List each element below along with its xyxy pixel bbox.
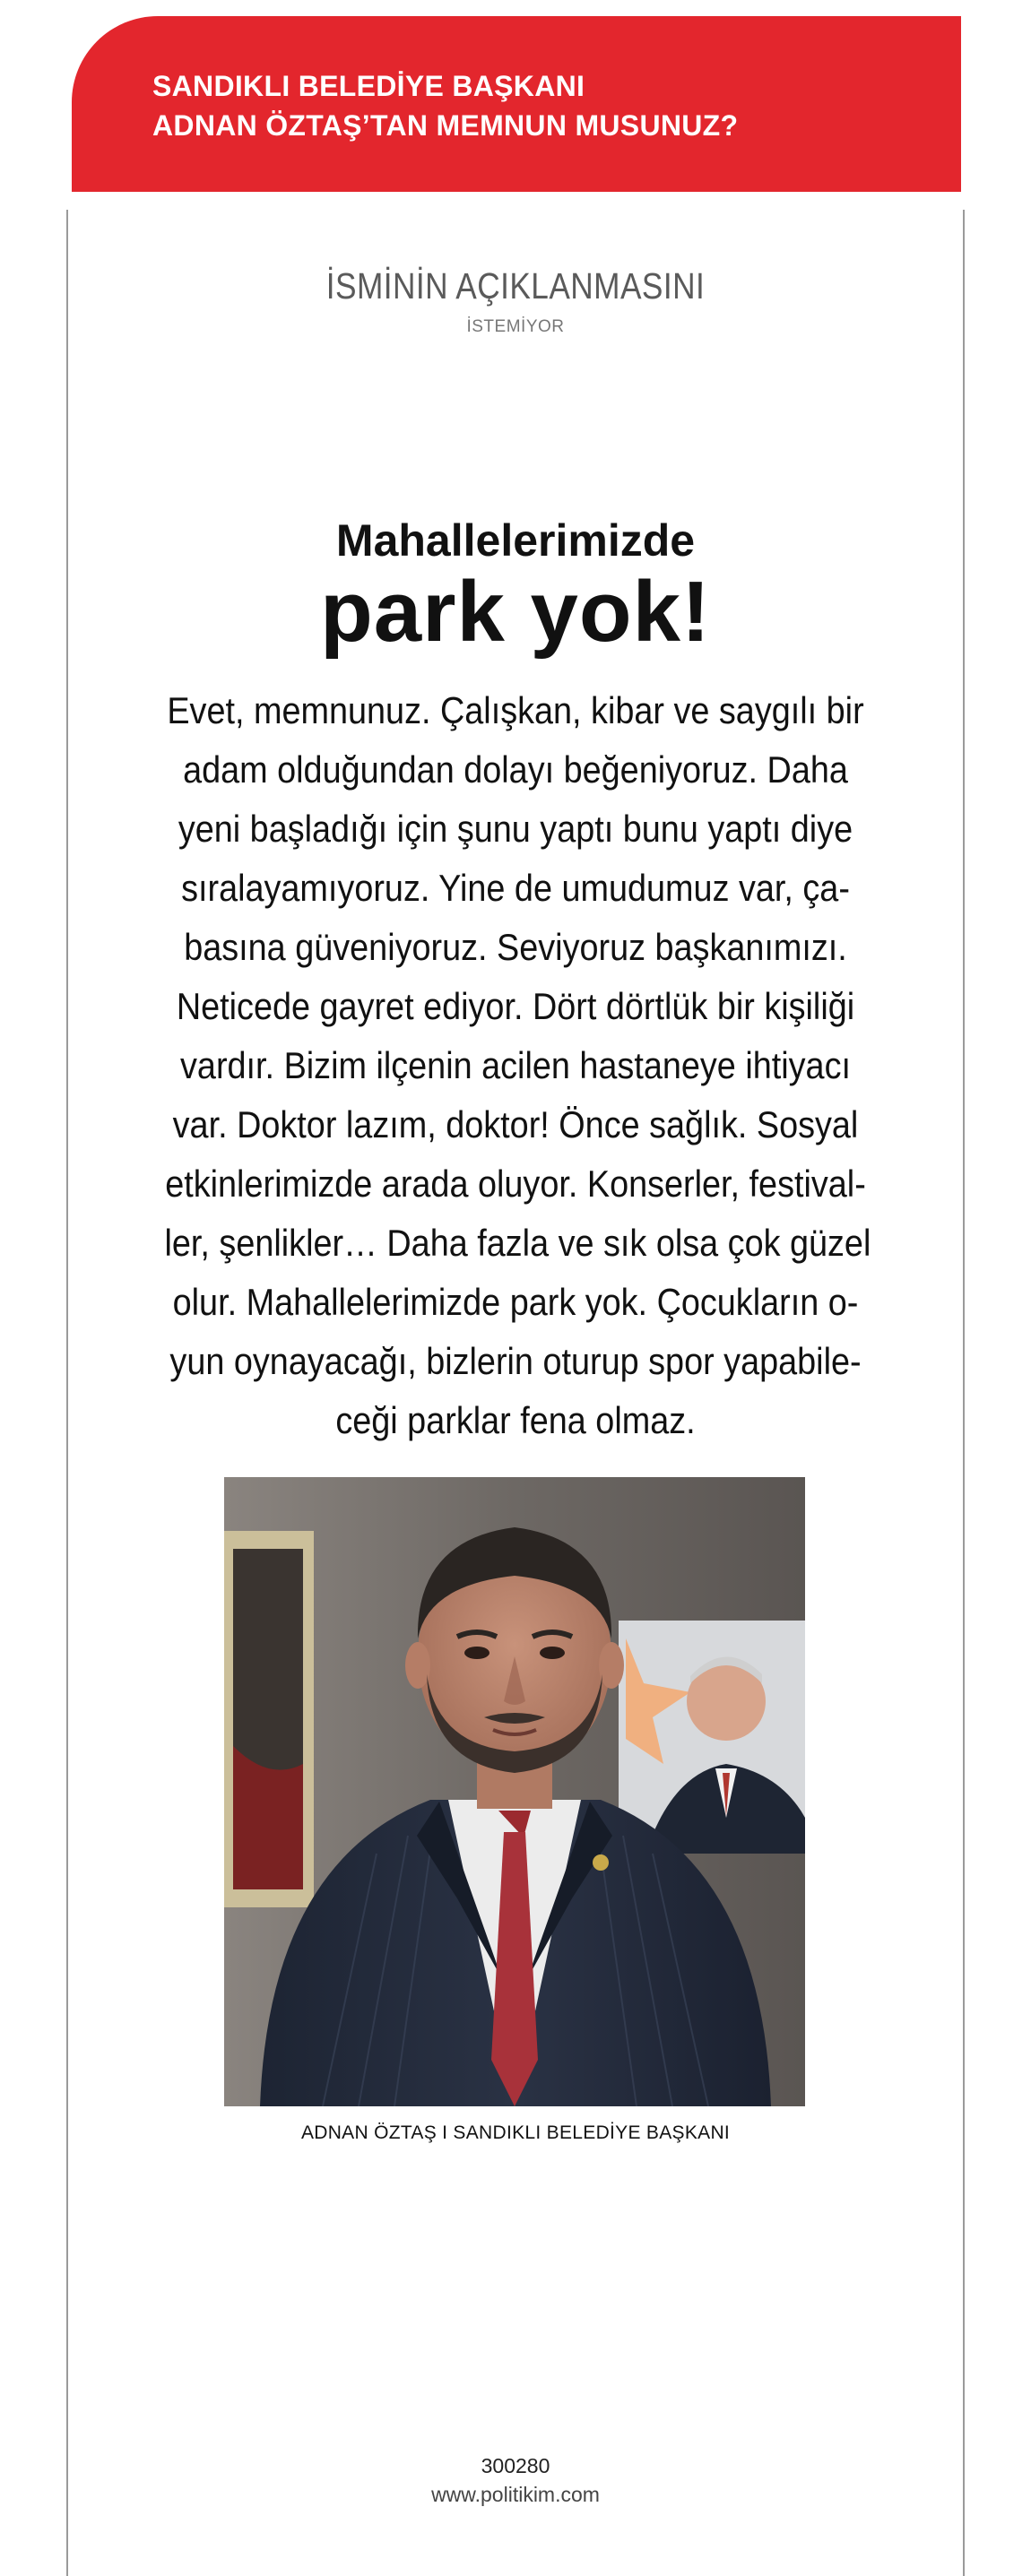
headline-small: Mahallelerimizde — [335, 515, 696, 566]
source-name: İSMİNİN AÇIKLANMASINI — [325, 265, 706, 307]
article-body — [126, 681, 905, 1452]
body-line: ler, şenlikler… Daha fazla ve sık olsa çok güzel — [164, 1222, 871, 1264]
photo-caption: ADNAN ÖZTAŞ I SANDIKLI BELEDİYE BAŞKANI — [300, 2122, 731, 2143]
body-line: Neticede gayret ediyor. Dört dörtlük bir kişiliği — [176, 985, 855, 1027]
body-line: ceği parklar fena olmaz. — [335, 1399, 696, 1441]
body-line: adam olduğundan dolayı beğeniyoruz. Daha — [183, 748, 848, 791]
body-line: var. Doktor lazım, doktor! Önce sağlık. Sosyal — [172, 1103, 859, 1145]
body-line: vardır. Bizim ilçenin acilen hastaneye ihtiyacı — [180, 1044, 851, 1086]
body-line: yun oynayacağı, bizlerin oturup spor yapabile- — [169, 1340, 862, 1382]
body-line: olur. Mahallelerimizde park yok. Çocukların o- — [172, 1281, 859, 1323]
headline-big: park yok! — [320, 564, 711, 660]
footer-url[interactable]: www.politikim.com — [431, 2483, 600, 2506]
footer-number: 300280 — [481, 2454, 550, 2477]
banner-title-line-2: ADNAN ÖZTAŞ’TAN MEMNUN MUSUNUZ? — [152, 109, 739, 142]
body-line: sıralayamıyoruz. Yine de umudumuz var, ça- — [181, 867, 850, 909]
header-banner — [72, 16, 961, 192]
portrait-photo — [224, 1477, 805, 2106]
portrait-illustration — [224, 1477, 805, 2106]
body-line: Evet, memnunuz. Çalışkan, kibar ve saygılı bir — [167, 689, 864, 731]
body-line: basına güveniyoruz. Seviyoruz başkanımızı. — [184, 926, 847, 968]
body-line: etkinlerimizde arada oluyor. Konserler, festival- — [165, 1163, 866, 1205]
source-note: İSTEMİYOR — [466, 317, 565, 336]
banner-title-line-1: SANDIKLI BELEDİYE BAŞKANI — [152, 70, 585, 102]
body-line: yeni başladığı için şunu yaptı bunu yaptı diye — [178, 808, 853, 850]
